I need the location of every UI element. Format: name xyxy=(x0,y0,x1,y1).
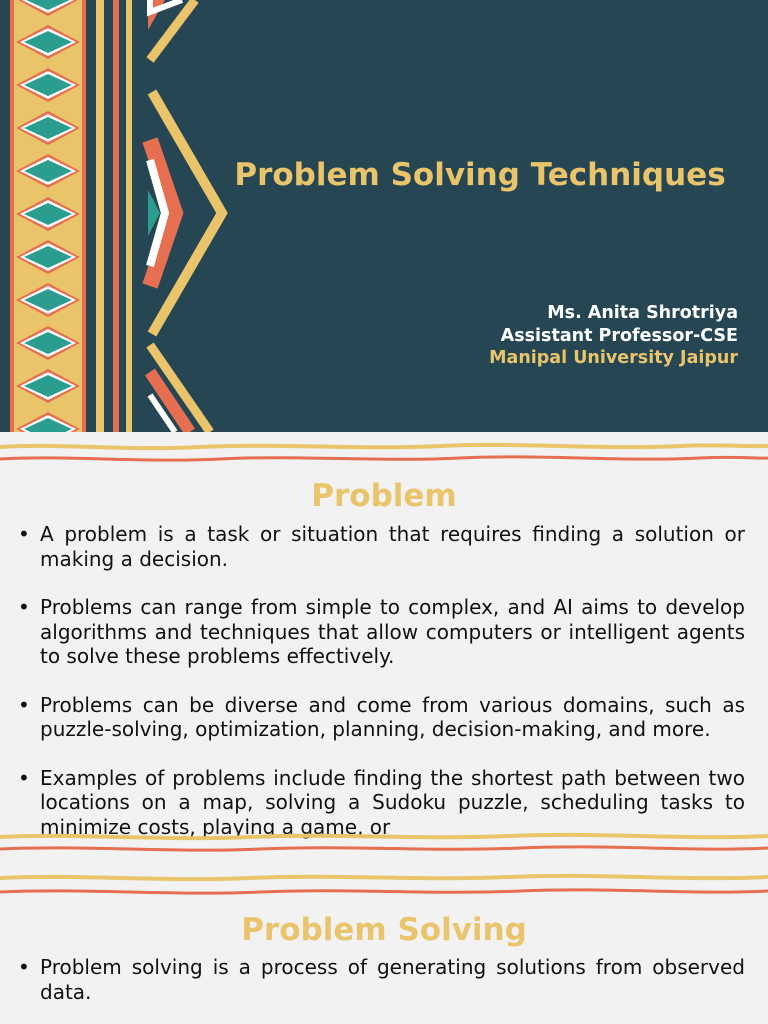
bullet-list xyxy=(18,522,745,863)
bullet-item: • Problems can be diverse and come from various domains, such as puzzle-solving, optimization, planning, decision-making, and more. xyxy=(18,693,745,742)
bullet-item: • Problems can range from simple to complex, and AI aims to develop algorithms and techniques that allow computers or intelligent agents to solve these problems effectively. xyxy=(18,595,745,669)
author-block xyxy=(489,302,738,370)
bullet-list xyxy=(18,955,745,1024)
wavy-line-decoration-separator xyxy=(0,830,768,902)
problem-slide xyxy=(0,432,768,868)
wavy-line-decoration-top xyxy=(0,438,768,468)
title-slide xyxy=(0,0,768,432)
author-institution: Manipal University Jaipur xyxy=(489,348,738,368)
author-role: Assistant Professor-CSE xyxy=(500,325,738,346)
bullet-item: • Examples of problems include finding the shortest path between two locations on a map, solving a Sudoku puzzle, scheduling tasks to minimize costs, playing a game, or xyxy=(18,766,745,840)
bullet-item: • A problem is a task or situation that requires finding a solution or making a decision. xyxy=(18,522,745,571)
slide-title: Problem Solving Techniques xyxy=(234,157,726,193)
bullet-item: • Problem solving is a process of generating solutions from observed data. xyxy=(18,955,745,1004)
slide-heading: Problem Solving xyxy=(241,912,527,948)
tribal-pattern-decoration xyxy=(0,0,240,432)
slide-heading: Problem xyxy=(311,478,457,514)
author-name: Ms. Anita Shrotriya xyxy=(547,303,738,323)
